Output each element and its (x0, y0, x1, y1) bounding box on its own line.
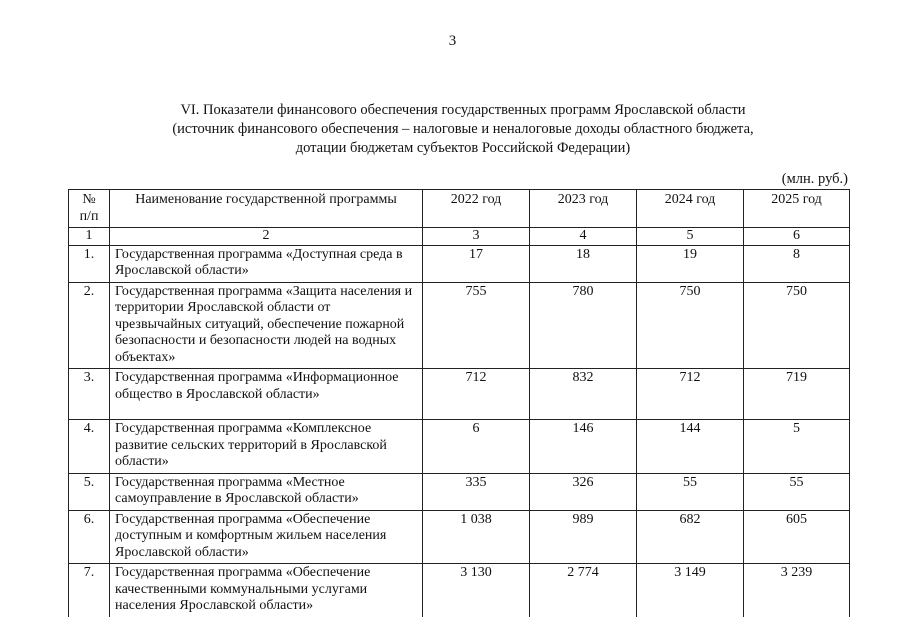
program-name: Государственная программа «Местное самоуправление в Ярославской области» (110, 473, 423, 510)
value-2023: 780 (530, 282, 637, 369)
value-2024: 682 (637, 510, 744, 564)
program-name: Государственная программа «Комплексное развитие сельских территорий в Ярославской области» (110, 420, 423, 474)
heading-line-1: VI. Показатели финансового обеспечения государственных программ Ярославской области (180, 102, 746, 118)
document-heading (60, 101, 866, 158)
value-2023: 2 774 (530, 564, 637, 617)
value-2022: 755 (423, 282, 530, 369)
header-2022: 2022 год (423, 190, 530, 228)
program-name: Государственная программа «Доступная среда в Ярославской области» (110, 245, 423, 282)
heading-line-3: дотации бюджетам субъектов Российской Федерации) (295, 140, 631, 156)
header-program-name: Наименование государственной программы (110, 190, 423, 228)
table-row (69, 564, 850, 617)
header-num-line-2: п/п (79, 208, 99, 224)
value-2025: 719 (744, 369, 850, 420)
value-2024: 712 (637, 369, 744, 420)
value-2022: 712 (423, 369, 530, 420)
value-2024: 55 (637, 473, 744, 510)
table-row (69, 510, 850, 564)
value-2023: 146 (530, 420, 637, 474)
row-number: 5. (69, 473, 110, 510)
table-row (69, 473, 850, 510)
table-header-row (69, 190, 850, 228)
program-name: Государственная программа «Информационное общество в Ярославской области» (110, 369, 423, 420)
value-2022: 3 130 (423, 564, 530, 617)
value-2022: 17 (423, 245, 530, 282)
value-2023: 18 (530, 245, 637, 282)
value-2025: 55 (744, 473, 850, 510)
value-2024: 750 (637, 282, 744, 369)
value-2023: 832 (530, 369, 637, 420)
program-name: Государственная программа «Защита населения и территории Ярославской области от чрезвычайных ситуаций, обеспечение пожарной безопасности и безопасности людей на водных объектах» (110, 282, 423, 369)
heading-line-2: (источник финансового обеспечения – налоговые и неналоговые доходы областного бюджета, (172, 121, 754, 137)
index-cell: 4 (530, 228, 637, 246)
unit-label: (млн. руб.) (781, 171, 848, 187)
table-row (69, 369, 850, 420)
row-number: 1. (69, 245, 110, 282)
row-number: 3. (69, 369, 110, 420)
value-2025: 3 239 (744, 564, 850, 617)
value-2024: 144 (637, 420, 744, 474)
value-2024: 19 (637, 245, 744, 282)
header-num-line-1: № (82, 192, 96, 207)
index-cell: 2 (110, 228, 423, 246)
value-2025: 750 (744, 282, 850, 369)
table-row (69, 245, 850, 282)
index-cell: 5 (637, 228, 744, 246)
value-2025: 8 (744, 245, 850, 282)
index-cell: 6 (744, 228, 850, 246)
value-2025: 5 (744, 420, 850, 474)
value-2025: 605 (744, 510, 850, 564)
table-row (69, 420, 850, 474)
value-2023: 989 (530, 510, 637, 564)
table-row (69, 282, 850, 369)
page-number: 3 (448, 33, 457, 49)
header-2024: 2024 год (637, 190, 744, 228)
row-number: 7. (69, 564, 110, 617)
header-2025: 2025 год (744, 190, 850, 228)
value-2023: 326 (530, 473, 637, 510)
header-num (69, 190, 110, 228)
index-cell: 3 (423, 228, 530, 246)
column-index-row (69, 228, 850, 246)
index-cell: 1 (69, 228, 110, 246)
value-2024: 3 149 (637, 564, 744, 617)
value-2022: 335 (423, 473, 530, 510)
funding-table (68, 189, 850, 617)
program-name: Государственная программа «Обеспечение качественными коммунальными услугами населения Ярославской области» (110, 564, 423, 617)
row-number: 4. (69, 420, 110, 474)
program-name: Государственная программа «Обеспечение доступным и комфортным жильем населения Ярославской области» (110, 510, 423, 564)
row-number: 2. (69, 282, 110, 369)
value-2022: 6 (423, 420, 530, 474)
header-2023: 2023 год (530, 190, 637, 228)
row-number: 6. (69, 510, 110, 564)
value-2022: 1 038 (423, 510, 530, 564)
